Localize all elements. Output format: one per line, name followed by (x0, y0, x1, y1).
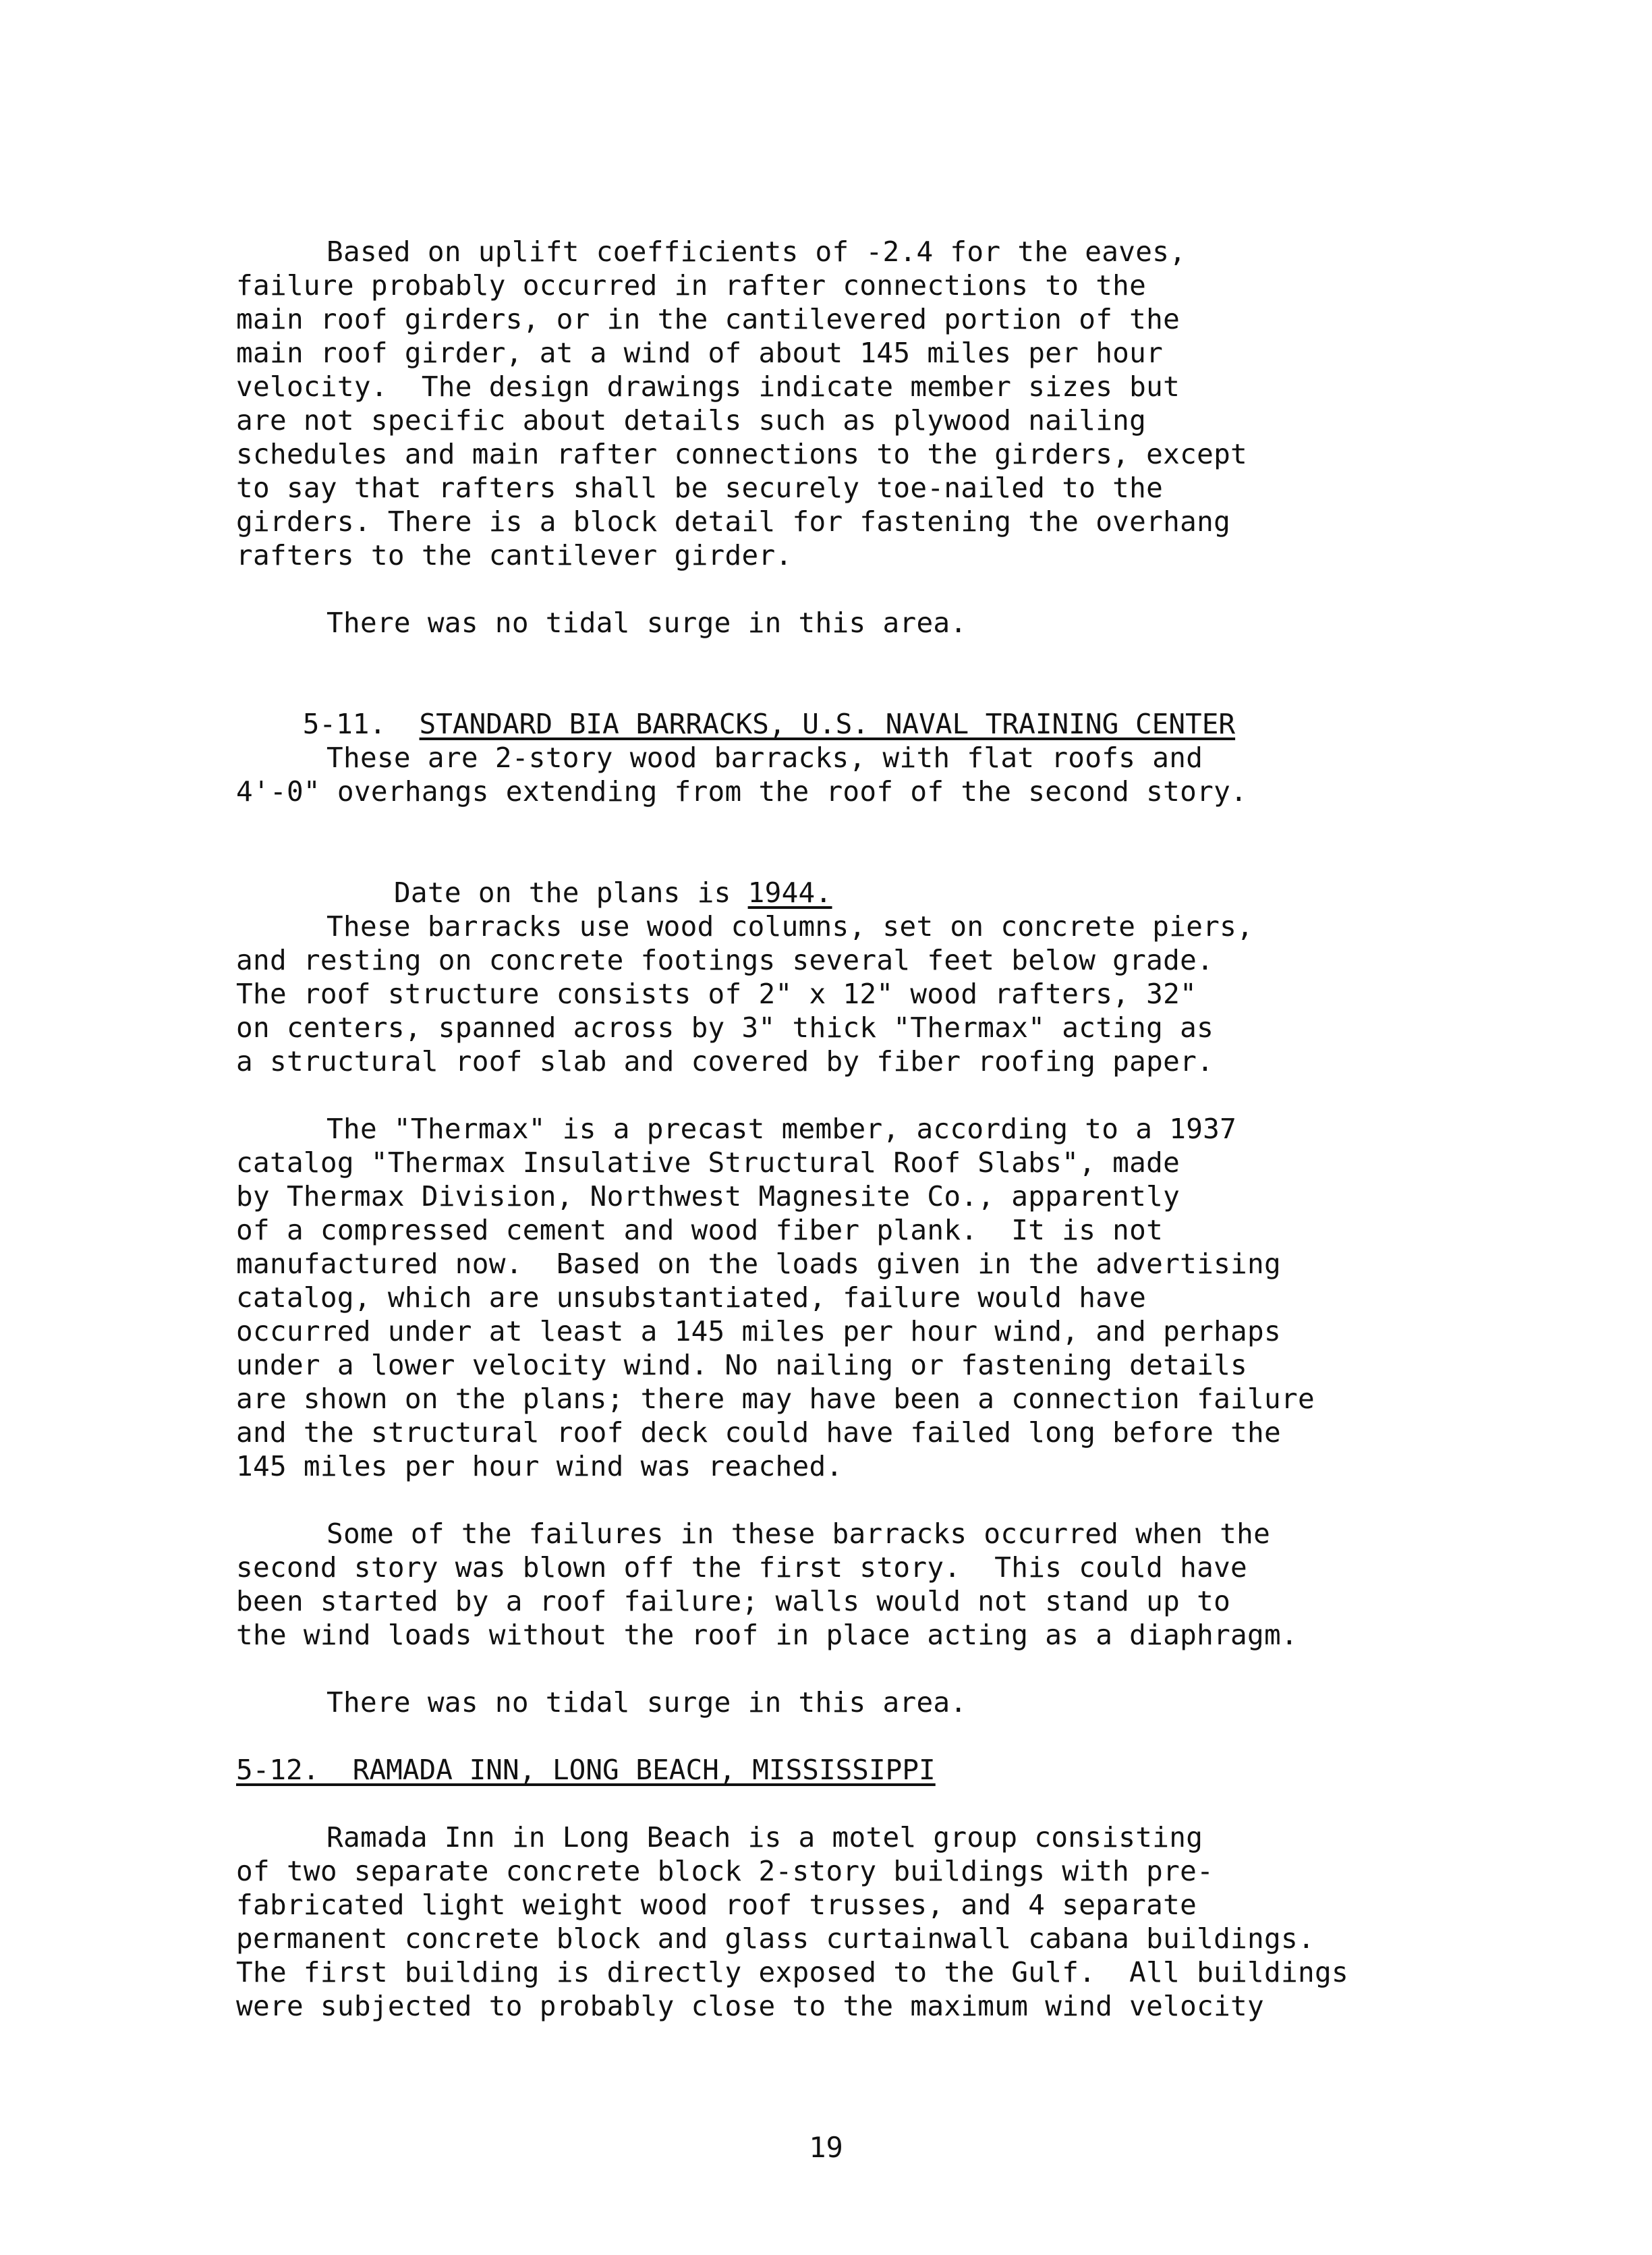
text-line: occurred under at least a 145 miles per hour wind, and perhaps (236, 1315, 1282, 1347)
text-line: The first building is directly exposed to the Gulf. All buildings (236, 1956, 1348, 1988)
text-line: girders. There is a block detail for fastening the overhang (236, 505, 1231, 538)
text-line: catalog "Thermax Insulative Structural Roof Slabs", made (236, 1146, 1180, 1179)
text-line: are not specific about details such as plywood nailing (236, 404, 1147, 437)
text-line: These barracks use wood columns, set on concrete piers, (326, 910, 1254, 943)
text-line: failure probably occurred in rafter connections to the (236, 269, 1147, 302)
text-line: been started by a roof failure; walls would not stand up to (236, 1585, 1231, 1617)
text-line: The roof structure consists of 2" x 12" wood rafters, 32" (236, 978, 1197, 1010)
page-number: 19 (809, 2131, 843, 2164)
text-line: main roof girder, at a wind of about 145 miles per hour (236, 337, 1164, 369)
section-heading-5-12: 5-12. RAMADA INN, LONG BEACH, MISSISSIPPI (236, 1754, 936, 1786)
text-line: the wind loads without the roof in place acting as a diaphragm. (236, 1619, 1298, 1651)
text-line: Based on uplift coefficients of -2.4 for the eaves, (326, 235, 1187, 268)
date-prefix: Date on the plans is (393, 876, 748, 909)
text-line: and the structural roof deck could have failed long before the (236, 1416, 1282, 1449)
text-line: permanent concrete block and glass curtainwall cabana buildings. (236, 1922, 1315, 1955)
plan-date: 1944. (747, 876, 832, 909)
text-line: Some of the failures in these barracks occurred when the (326, 1518, 1271, 1550)
text-line: main roof girders, or in the cantilevered portion of the (236, 303, 1180, 335)
section-title: STANDARD BIA BARRACKS, U.S. NAVAL TRAINING CENTER (419, 708, 1236, 740)
paragraph-no-tidal-surge: There was no tidal surge in this area. (326, 607, 967, 639)
text-line: rafters to the cantilever girder. (236, 539, 793, 572)
text-line: The "Thermax" is a precast member, according to a 1937 (326, 1113, 1237, 1145)
text-line: velocity. The design drawings indicate member sizes but (236, 370, 1180, 403)
paragraph-no-tidal-surge-2: There was no tidal surge in this area. (326, 1686, 967, 1719)
text-line: 4'-0" overhangs extending from the roof of the second story. (236, 775, 1248, 808)
text-line: schedules and main rafter connections to the girders, except (236, 438, 1248, 470)
text-line: of a compressed cement and wood fiber plank. It is not (236, 1214, 1164, 1246)
text-line: catalog, which are unsubstantiated, failure would have (236, 1281, 1147, 1314)
text-line: under a lower velocity wind. No nailing or fastening details (236, 1349, 1248, 1381)
text-line: are shown on the plans; there may have been a connection failure (236, 1383, 1315, 1415)
text-line: on centers, spanned across by 3" thick "Thermax" acting as (236, 1011, 1214, 1044)
text-line: 145 miles per hour wind was reached. (236, 1450, 843, 1482)
text-line: were subjected to probably close to the maximum wind velocity (236, 1990, 1265, 2022)
text-line: by Thermax Division, Northwest Magnesite Co., apparently (236, 1180, 1180, 1213)
text-line: of two separate concrete block 2-story buildings with pre- (236, 1855, 1214, 1887)
text-line: fabricated light weight wood roof trusses, and 4 separate (236, 1889, 1197, 1921)
text-line: Ramada Inn in Long Beach is a motel group consisting (326, 1821, 1203, 1854)
text-line: to say that rafters shall be securely toe-nailed to the (236, 472, 1164, 504)
text-line: second story was blown off the first story. This could have (236, 1551, 1248, 1584)
text-line: a structural roof slab and covered by fiber roofing paper. (236, 1045, 1214, 1078)
text-line: and resting on concrete footings several feet below grade. (236, 944, 1214, 976)
text-line: manufactured now. Based on the loads given in the advertising (236, 1248, 1282, 1280)
text-line: These are 2-story wood barracks, with flat roofs and (326, 742, 1203, 774)
section-number: 5-11. (302, 708, 387, 740)
